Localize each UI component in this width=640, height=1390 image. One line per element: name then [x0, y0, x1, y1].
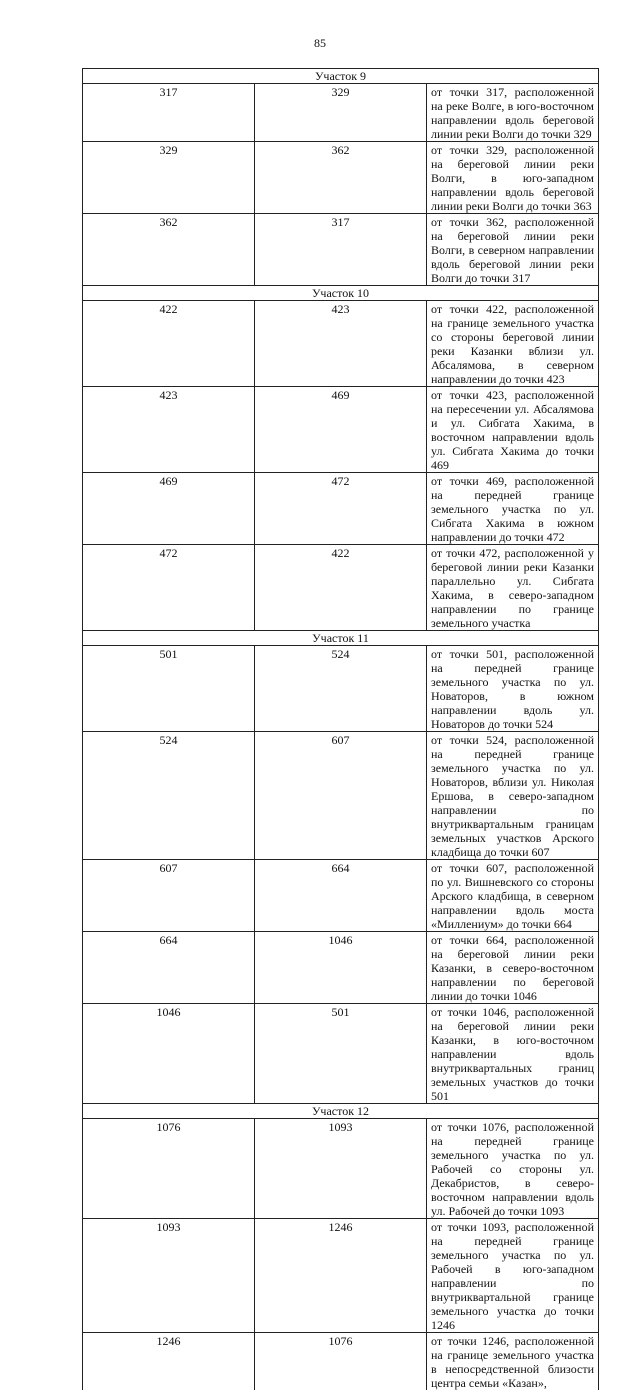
from-point: 472	[83, 545, 255, 631]
table-row	[83, 214, 599, 286]
segment-description: от точки 664, расположенной на береговой линии реки Казанки, в северо-восточном направлении по береговой линии до точки 1046	[427, 932, 599, 1004]
to-point: 664	[255, 860, 427, 932]
table-row	[83, 142, 599, 214]
to-point: 1246	[255, 1219, 427, 1333]
table-row	[83, 301, 599, 387]
from-point: 423	[83, 387, 255, 473]
boundary-table-body	[83, 69, 599, 1390]
section-title: Участок 10	[83, 286, 599, 301]
from-point: 469	[83, 473, 255, 545]
segment-description: от точки 501, расположенной на передней границе земельного участка по ул. Новаторов, в южном направлении вдоль ул. Новаторов до точки 524	[427, 646, 599, 732]
segment-description: от точки 362, расположенной на береговой линии реки Волги, в северном направлении вдоль береговой линии реки Волги до точки 317	[427, 214, 599, 286]
to-point: 362	[255, 142, 427, 214]
section-title: Участок 11	[83, 631, 599, 646]
from-point: 317	[83, 84, 255, 142]
segment-description: от точки 1046, расположенной на береговой линии реки Казанки, в юго-восточном направлении вдоль внутриквартальных границ земельных участков до точки 501	[427, 1004, 599, 1104]
section-header-row	[83, 1104, 599, 1119]
table-row	[83, 732, 599, 860]
from-point: 1046	[83, 1004, 255, 1104]
section-header-row	[83, 631, 599, 646]
segment-description: от точки 1076, расположенной на передней границе земельного участка по ул. Рабочей со стороны ул. Декабристов, в северо-восточном направлении вдоль ул. Рабочей до точки 1093	[427, 1119, 599, 1219]
table-row	[83, 545, 599, 631]
table-row	[83, 1004, 599, 1104]
to-point: 1076	[255, 1333, 427, 1390]
from-point: 1246	[83, 1333, 255, 1390]
segment-description: от точки 472, расположенной у береговой линии реки Казанки параллельно ул. Сибгата Хакима, в северо-западном направлении по границе земельного участка	[427, 545, 599, 631]
segment-description: от точки 469, расположенной на передней границе земельного участка по ул. Сибгата Хакима в южном направлении до точки 472	[427, 473, 599, 545]
boundary-table	[82, 68, 599, 1390]
from-point: 1093	[83, 1219, 255, 1333]
segment-description: от точки 524, расположенной на передней границе земельного участка по ул. Новаторов, вблизи ул. Николая Ершова, в северо-западном направлении по внутриквартальным границам земельных участков Арского кладбища до точки 607	[427, 732, 599, 860]
to-point: 607	[255, 732, 427, 860]
from-point: 501	[83, 646, 255, 732]
from-point: 607	[83, 860, 255, 932]
segment-description: от точки 329, расположенной на береговой линии реки Волги, в юго-западном направлении вдоль береговой линии реки Волги до точки 363	[427, 142, 599, 214]
from-point: 422	[83, 301, 255, 387]
from-point: 1076	[83, 1119, 255, 1219]
page-number: 85	[0, 36, 640, 50]
segment-description: от точки 1246, расположенной на границе земельного участка в непосредственной близости центра семьи «Казан»,	[427, 1333, 599, 1390]
to-point: 501	[255, 1004, 427, 1104]
section-header-row	[83, 286, 599, 301]
segment-description: от точки 607, расположенной по ул. Вишневского со стороны Арского кладбища, в северном направлении вдоль моста «Миллениум» до точки 664	[427, 860, 599, 932]
table-row	[83, 932, 599, 1004]
segment-description: от точки 1093, расположенной на передней границе земельного участка по ул. Рабочей в юго-западном направлении по внутриквартальной границе земельного участка до точки 1246	[427, 1219, 599, 1333]
from-point: 664	[83, 932, 255, 1004]
segment-description: от точки 317, расположенной на реке Волге, в юго-восточном направлении вдоль береговой линии реки Волги до точки 329	[427, 84, 599, 142]
from-point: 524	[83, 732, 255, 860]
section-title: Участок 12	[83, 1104, 599, 1119]
table-row	[83, 1333, 599, 1390]
to-point: 422	[255, 545, 427, 631]
to-point: 1046	[255, 932, 427, 1004]
to-point: 1093	[255, 1119, 427, 1219]
table-row	[83, 1219, 599, 1333]
to-point: 317	[255, 214, 427, 286]
table-row	[83, 387, 599, 473]
table-row	[83, 84, 599, 142]
table-row	[83, 646, 599, 732]
to-point: 524	[255, 646, 427, 732]
to-point: 329	[255, 84, 427, 142]
section-header-row	[83, 69, 599, 84]
table-row	[83, 473, 599, 545]
to-point: 472	[255, 473, 427, 545]
section-title: Участок 9	[83, 69, 599, 84]
segment-description: от точки 423, расположенной на пересечении ул. Абсалямова и ул. Сибгата Хакима, в восточном направлении вдоль ул. Сибгата Хакима до точки 469	[427, 387, 599, 473]
from-point: 329	[83, 142, 255, 214]
table-row	[83, 1119, 599, 1219]
from-point: 362	[83, 214, 255, 286]
table-row	[83, 860, 599, 932]
to-point: 423	[255, 301, 427, 387]
segment-description: от точки 422, расположенной на границе земельного участка со стороны береговой линии реки Казанки вблизи ул. Абсалямова, в северном направлении до точки 423	[427, 301, 599, 387]
to-point: 469	[255, 387, 427, 473]
